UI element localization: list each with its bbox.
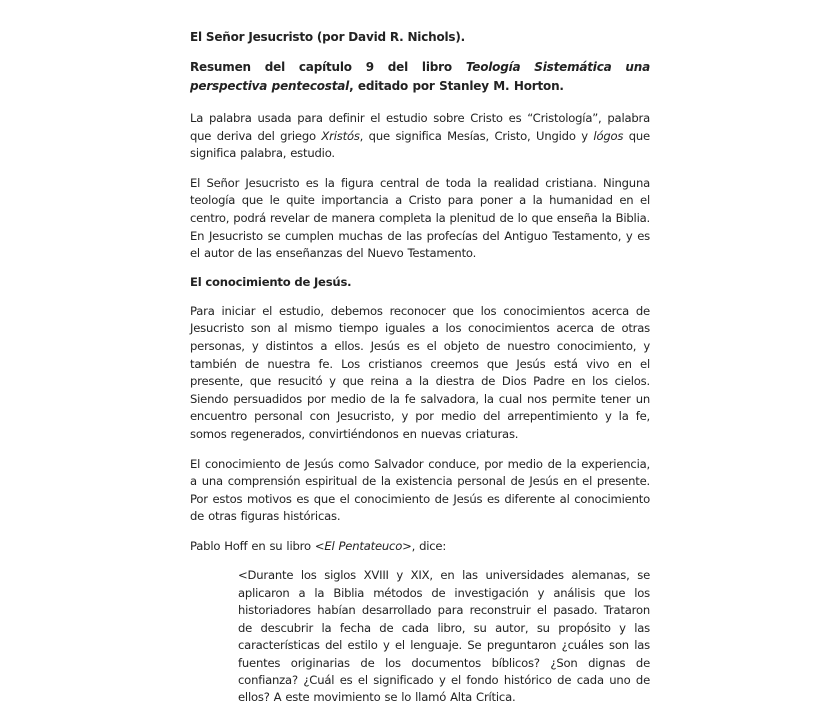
subtitle-book-title: Teología Sistemática una perspectiva pentecostal	[190, 60, 651, 93]
para5-text-b: >, dice:	[402, 538, 447, 553]
document-page	[190, 30, 650, 707]
para1-text-c: que significa palabra, estudio.	[190, 128, 650, 161]
para5-text-a: Pablo Hoff en su libro <	[190, 538, 325, 553]
paragraph-salvador: El conocimiento de Jesús como Salvador conduce, por medio de la experiencia, a una comprensión espiritual de la existencia personal de Jesús en el presente. Por estos motivos es que el conocimiento de Jesús es diferente al conocimiento de otras figuras históricas.	[190, 456, 650, 524]
subtitle-post: , editado por Stanley M. Horton.	[349, 79, 564, 93]
block-quote: <Durante los siglos XVIII y XIX, en las universidades alemanas, se aplicaron a la Biblia métodos de investigación y análisis que los historiadores habían desarrollado para reconstruir el pasado. Trataron de descubrir la fecha de cada libro, su autor, su propósito y las características del estilo y el lenguaje. Se preguntaron ¿cuáles son las fuentes originarias de los documentos bíblicos? ¿Son dignas de confianza? ¿Cuál es el significado y el fondo histórico de cada uno de ellos? A este movimiento se lo llamó Alta Crítica.	[238, 568, 650, 705]
section-heading-conocimiento: El conocimiento de Jesús.	[190, 274, 352, 289]
paragraph-cristologia	[190, 110, 650, 163]
para1-xristos: Xristós	[321, 128, 360, 143]
para5-book-title: El Pentateuco	[324, 538, 403, 553]
subtitle-pre: Resumen del capítulo 9 del libro	[190, 60, 466, 74]
para1-text-b: , que significa Mesías, Cristo, Ungido y	[359, 128, 594, 143]
document-title: El Señor Jesucristo (por David R. Nichols).	[190, 30, 466, 44]
para1-logos: lógos	[593, 128, 624, 143]
paragraph-iniciar-estudio: Para iniciar el estudio, debemos reconocer que los conocimientos acerca de Jesucristo son al mismo tiempo iguales a los conocimientos acerca de otras personas, y distintos a ellos. Jesús es el objeto de nuestro conocimiento, y también de nuestra fe. Los cristianos creemos que Jesús está vivo en el presente, que resucitó y que reina a la diestra de Dios Padre en los cielos. Siendo persuadidos por medio de la fe salvadora, la cual nos permite tener un encuentro personal con Jesucristo, y por medio del arrepentimiento y la fe, somos regenerados, convirtiéndonos en nuevas criaturas.	[190, 303, 650, 441]
document-subtitle	[190, 58, 650, 96]
para1-text-a: La palabra usada para definir el estudio sobre Cristo es “Cristología”, palabra que deriva del griego	[190, 111, 650, 143]
paragraph-pablo-hoff	[190, 538, 650, 556]
paragraph-figura-central: El Señor Jesucristo es la figura central de toda la realidad cristiana. Ninguna teología que le quite importancia a Cristo para poner a la humanidad en el centro, podrá revelar de manera completa la plenitud de lo que enseña la Biblia. En Jesucristo se cumplen muchas de las profecías del Antiguo Testamento, y es el autor de las enseñanzas del Nuevo Testamento.	[190, 175, 650, 261]
